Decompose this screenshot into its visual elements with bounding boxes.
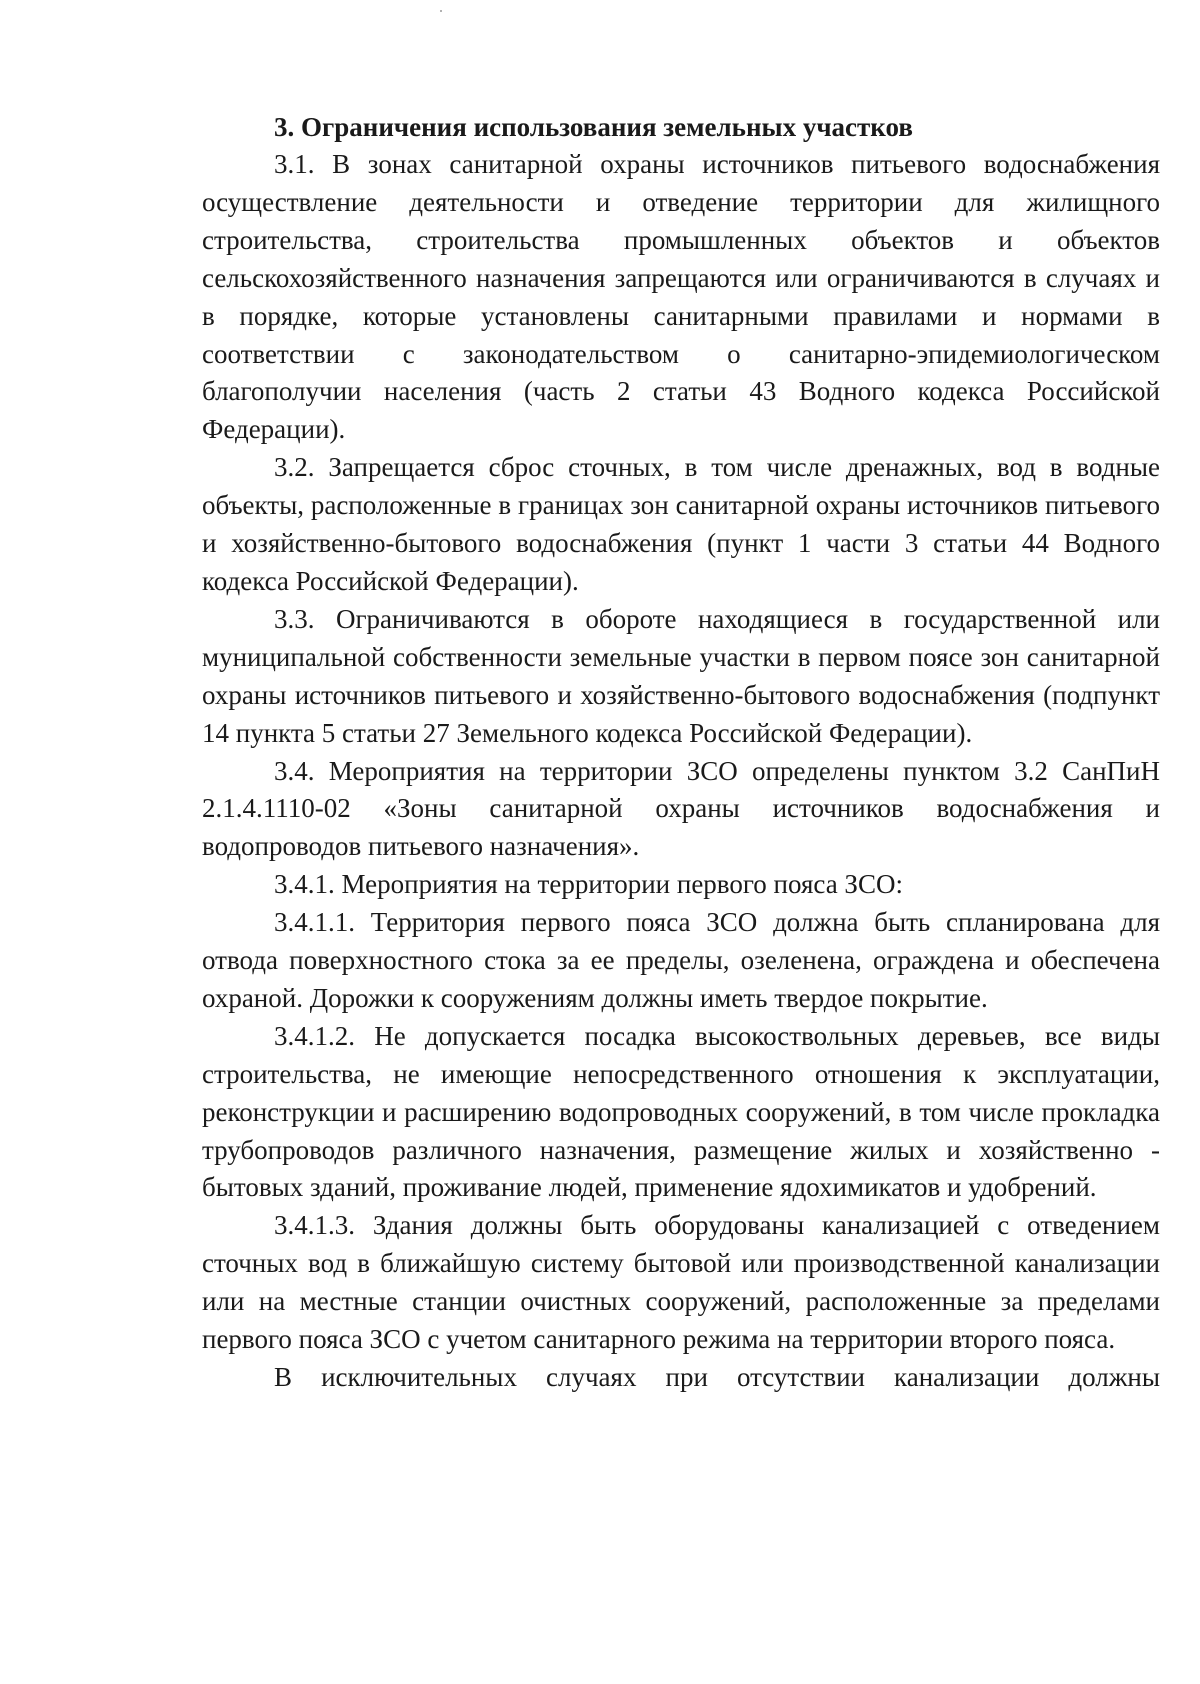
paragraph-3-4-1-3: 3.4.1.3. Здания должны быть оборудованы канализацией с отведением сточных вод в ближайшую систему бытовой или производственной канализации или на местные станции очистных сооружений, расположенные за пределами первого пояса ЗСО с учетом санитарного режима на территории второго пояса. xyxy=(202,1210,1160,1355)
paragraph-3-2: 3.2. Запрещается сброс сточных, в том числе дренажных, вод в водные объекты, расположенные в границах зон санитарной охраны источников питьевого и хозяйственно-бытового водоснабжения (пункт 1 части 3 статьи 44 Водного кодекса Российской Федерации). xyxy=(202,452,1160,596)
paragraph-3-4-1-1: 3.4.1.1. Территория первого пояса ЗСО должна быть спланирована для отвода поверхностного стока за ее пределы, озеленена, ограждена и обеспечена охраной. Дорожки к сооружениям должны иметь твердое покрытие. xyxy=(202,907,1160,1013)
paragraph-3-1: 3.1. В зонах санитарной охраны источников питьевого водоснабжения осуществление деятельности и отведение территории для жилищного строительства, строительства промышленных объектов и объектов сельскохозяйственного назначения запрещаются или ограничиваются в случаях и в порядке, которые установлены санитарными правилами и нормами в соответствии с законодательством о санитарно-эпидемиологическом благополучии населения (часть 2 статьи 43 Водного кодекса Российской Федерации). xyxy=(202,149,1160,445)
paragraph-exceptional-cases: В исключительных случаях при отсутствии канализации должны xyxy=(274,1362,1160,1392)
paragraph-3-4: 3.4. Мероприятия на территории ЗСО определены пунктом 3.2 СанПиН 2.1.4.1110-02 «Зоны санитарной охраны источников водоснабжения и водопроводов питьевого назначения». xyxy=(202,755,1160,862)
paragraph-3-4-1-2: 3.4.1.2. Не допускается посадка высокоствольных деревьев, все виды строительства, не имеющие непосредственного отношения к эксплуатации, реконструкции и расширению водопроводных сооружений, в том числе прокладка трубопроводов различного назначения, размещение жилых и хозяйственно - бытовых зданий, проживание людей, применение ядохимикатов и удобрений. xyxy=(202,1020,1160,1203)
paragraph-3-3: 3.3. Ограничиваются в обороте находящиеся в государственной или муниципальной собственности земельные участки в первом поясе зон санитарной охраны источников питьевого и хозяйственно-бытового водоснабжения (подпункт 14 пункта 5 статьи 27 Земельного кодекса Российской Федерации). xyxy=(202,603,1160,748)
document-body xyxy=(202,108,1160,1397)
scan-speck xyxy=(440,10,442,12)
paragraph-3-4-1: 3.4.1. Мероприятия на территории первого пояса ЗСО: xyxy=(274,869,903,900)
section-heading: 3. Ограничения использования земельных участков xyxy=(274,112,913,142)
